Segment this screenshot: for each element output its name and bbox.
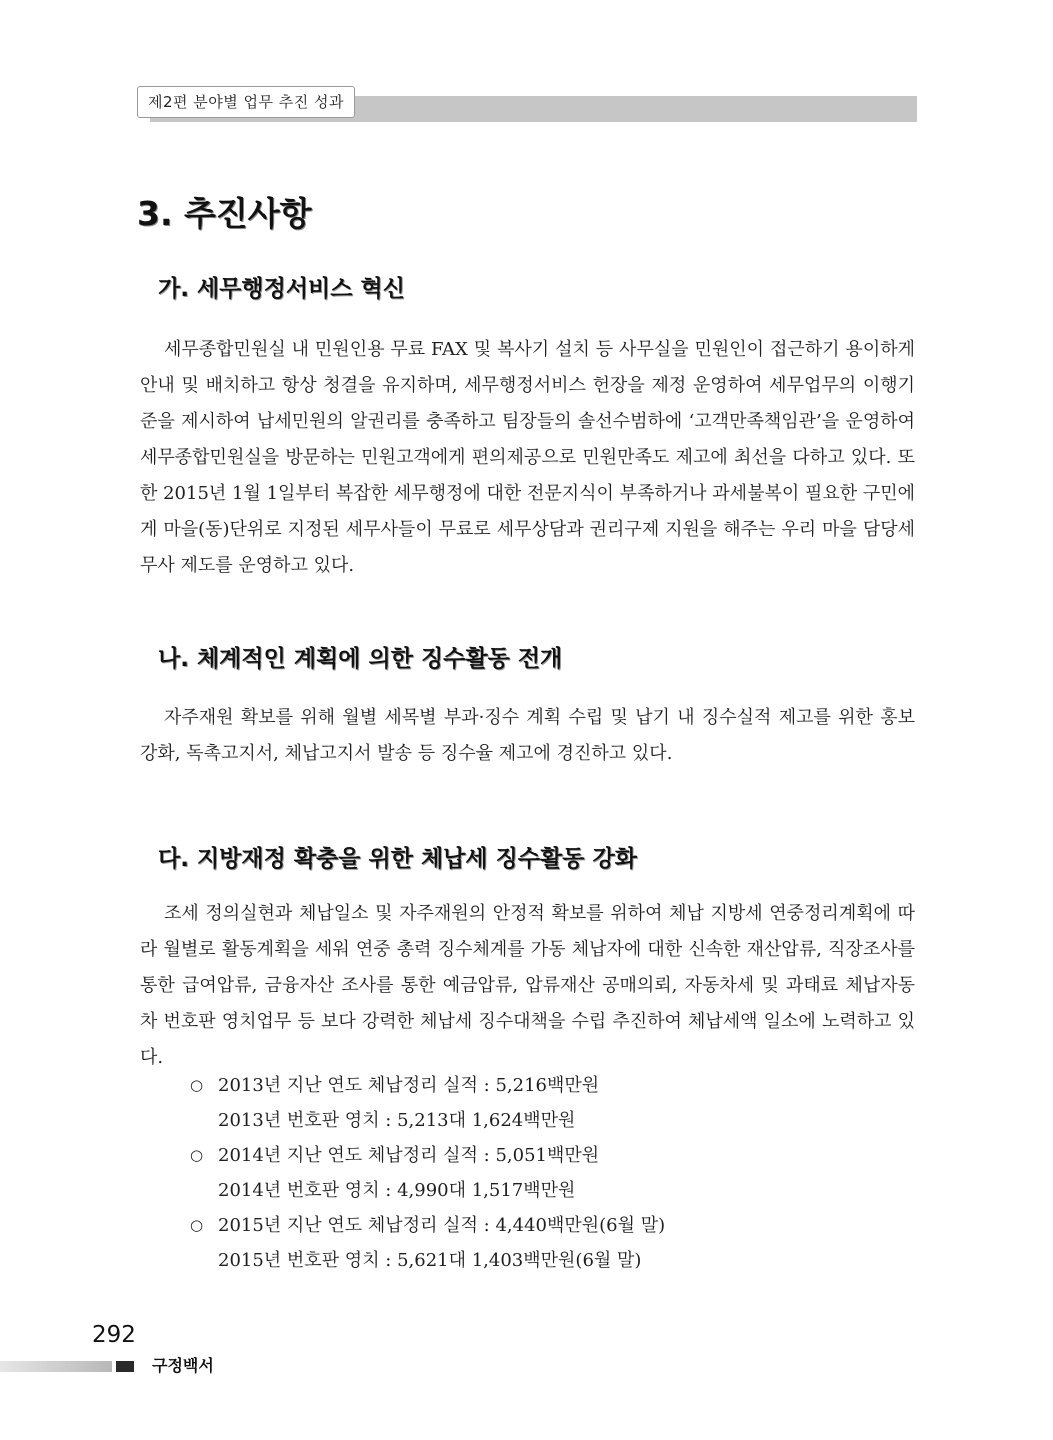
section-heading-na: 나. 체계적인 계획에 의한 징수활동 전개 <box>158 646 563 672</box>
section-paragraph-ga: 세무종합민원실 내 민원인용 무료 FAX 및 복사기 설치 등 사무실을 민원인이 접근하기 용이하게 안내 및 배치하고 항상 청결을 유지하며, 세무행정서비스 헌장을 제정 운영하여 세무업무의 이행기준을 제시하여 납세민원의 알권리를 충족하고 팀장들의 솔선수범하에 ‘고객만족책임관’을 운영하여 세무종합민원실을 방문하는 민원고객에게 편의제공으로 민원만족도 제고에 최선을 다하고 있다. 또한 2015년 1월 1일부터 복잡한 세무행정에 대한 전문지식이 부족하거나 과세불복이 필요한 구민에게 마을(동)단위로 지정된 세무사들이 무료로 세무상담과 권리구제 지원을 해주는 우리 마을 담당세무사 제도를 운영하고 있다. <box>140 339 916 576</box>
footer-bar <box>0 1361 112 1372</box>
list-item <box>190 1208 915 1243</box>
list-item-text: 2015년 지난 연도 체납정리 실적 : 4,440백만원(6월 말) <box>218 1215 666 1236</box>
collection-results-list <box>190 1068 915 1278</box>
page-number: 292 <box>92 1322 136 1348</box>
list-item-sub: 2013년 번호판 영치 : 5,213대 1,624백만원 <box>218 1110 576 1131</box>
list-item-sub: 2014년 번호판 영치 : 4,990대 1,517백만원 <box>218 1180 576 1201</box>
list-item <box>190 1068 915 1103</box>
footer-square <box>116 1361 134 1372</box>
circle-bullet-icon: ○ <box>190 1146 204 1164</box>
list-item-text: 2013년 지난 연도 체납정리 실적 : 5,216백만원 <box>218 1075 600 1096</box>
page-title: 3. 추진사항 <box>137 194 312 233</box>
list-item-text: 2014년 지난 연도 체납정리 실적 : 5,051백만원 <box>218 1145 600 1166</box>
list-item-sub: 2015년 번호판 영치 : 5,621대 1,403백만원(6월 말) <box>218 1250 642 1271</box>
section-heading-da: 다. 지방재정 확충을 위한 체납세 징수활동 강화 <box>158 846 637 872</box>
circle-bullet-icon: ○ <box>190 1076 204 1094</box>
book-title: 구정백서 <box>152 1356 214 1375</box>
section-heading-ga: 가. 세무행정서비스 혁신 <box>158 276 405 302</box>
list-item <box>190 1138 915 1173</box>
circle-bullet-icon: ○ <box>190 1216 204 1234</box>
section-paragraph-na: 자주재원 확보를 위해 월별 세목별 부과·징수 계획 수립 및 납기 내 징수실적 제고를 위한 홍보 강화, 독촉고지서, 체납고지서 발송 등 징수율 제고에 경진하고 있다. <box>140 707 915 764</box>
section-paragraph-da: 조세 정의실현과 체납일소 및 자주재원의 안정적 확보를 위하여 체납 지방세 연중정리계획에 따라 월별로 활동계획을 세워 연중 총력 징수체계를 가동 체납자에 대한 신속한 재산압류, 직장조사를 통한 급여압류, 금융자산 조사를 통한 예금압류, 압류재산 공매의뢰, 자동차세 및 과태료 체납자동차 번호판 영치업무 등 보다 강력한 체납세 징수대책을 수립 추진하여 체납세액 일소에 노력하고 있다. <box>140 903 915 1068</box>
section-header-tab: 제2편 분야별 업무 추진 성과 <box>137 86 355 118</box>
